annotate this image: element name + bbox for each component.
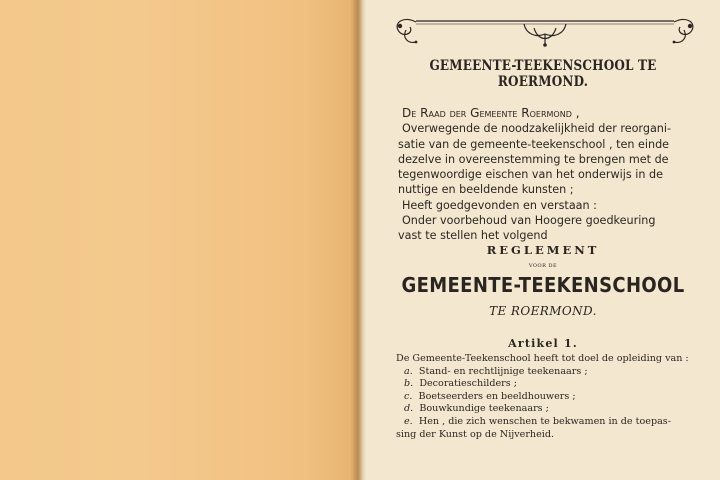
list-item-text: Hen , die zich wenschen te bekwamen in de toepas- <box>418 415 671 427</box>
preamble-line: Onder voorbehoud van Hoogere goedkeuring <box>402 214 656 228</box>
article-body <box>396 353 704 441</box>
list-item <box>396 391 704 404</box>
page-title: GEMEENTE-TEEKENSCHOOL TE ROERMOND. <box>429 58 657 90</box>
list-item <box>396 416 704 429</box>
voor-de-label: VOOR DE <box>528 263 558 269</box>
reglement-heading: REGLEMENT <box>486 243 600 257</box>
city-subheading: TE ROERMOND. <box>489 304 597 318</box>
preamble-line: vast te stellen het volgend <box>398 229 548 243</box>
preamble-line: tegenwoordige eischen van het onderwijs in de <box>398 168 663 182</box>
right-page <box>366 0 720 480</box>
list-item-text: Boetseerders en beeldhouwers ; <box>418 390 576 402</box>
article-intro: De Gemeente-Teekenschool heeft tot doel de opleiding van : <box>396 353 689 364</box>
list-item-text: Decoratieschilders ; <box>419 378 517 390</box>
list-marker: e. <box>404 415 413 427</box>
left-blank-page <box>0 0 358 480</box>
preamble-line: satie van de gemeente-teekenschool , ten einde <box>398 137 670 151</box>
ornament-scroll-icon <box>386 14 704 48</box>
list-item-continuation: sing der Kunst op de Nijverheid. <box>396 428 555 440</box>
list-marker: a. <box>404 365 413 377</box>
preamble-line: Heeft goedgevonden en verstaan : <box>402 198 597 212</box>
council-preamble <box>398 106 714 244</box>
article-heading: Artikel 1. <box>508 337 578 350</box>
school-name-heading: GEMEENTE-TEEKENSCHOOL <box>401 273 685 297</box>
preamble-line: De Raad der Gemeente Roermond , <box>402 106 580 120</box>
preamble-line: Overwegende de noodzakelijkheid der reorgani- <box>402 122 672 136</box>
list-item <box>396 366 704 379</box>
list-item <box>396 403 704 416</box>
book-spine <box>358 0 366 480</box>
preamble-line: dezelve in overeenstemming te brengen met de <box>398 152 669 166</box>
list-item-text: Bouwkundige teekenaars ; <box>419 403 549 415</box>
list-item-text: Stand- en rechtlijnige teekenaars ; <box>418 365 588 377</box>
list-marker: d. <box>404 403 414 415</box>
list-item <box>396 378 704 391</box>
list-marker: b. <box>404 378 414 390</box>
preamble-line: nuttige en beeldende kunsten ; <box>398 183 574 197</box>
list-marker: c. <box>404 390 413 402</box>
